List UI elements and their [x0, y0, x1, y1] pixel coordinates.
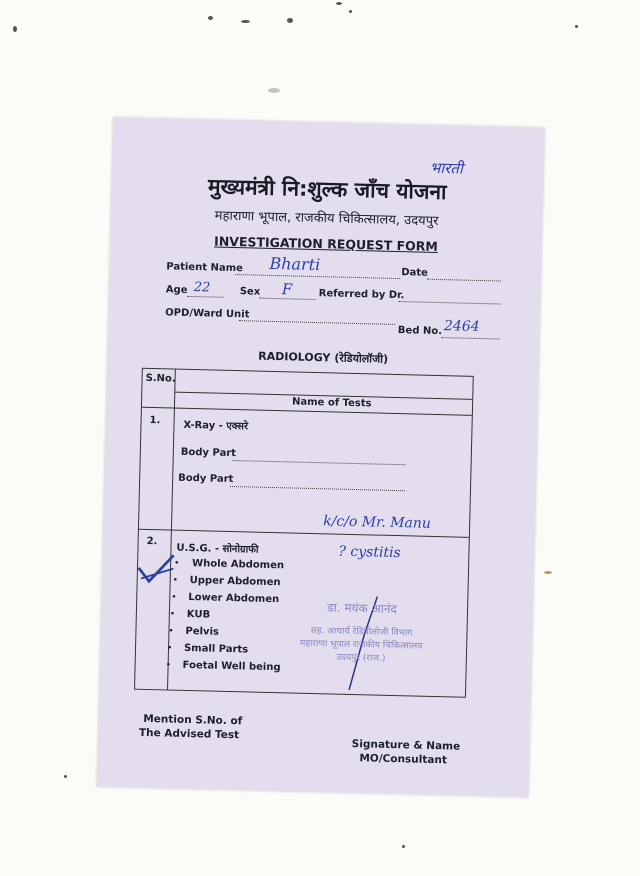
speck	[208, 16, 213, 20]
speck	[575, 25, 578, 28]
signature-label-line-2: MO/Consultant	[359, 752, 448, 767]
footer-instruction-line-1: Mention S.No. of	[143, 712, 243, 728]
sex-label: Sex	[239, 286, 261, 298]
stamp-line: सह. आचार्य रेडियोलोजी विभाग	[310, 625, 413, 639]
row-1-test-xray: X-Ray - एक्सरे	[183, 419, 249, 433]
usg-option-foetal-well-being: Foetal Well being	[182, 659, 281, 674]
stamp-line: महाराणा भूपाल राजकीय चिकित्सालय	[299, 638, 423, 652]
bed-no-value: 2464	[443, 318, 480, 336]
footer-instruction-line-2: The Advised Test	[138, 726, 240, 742]
sex-value: F	[281, 280, 293, 299]
body-part-label-2: Body Part	[178, 472, 234, 486]
scheme-title: मुख्यमंत्री नि:शुल्क जाँच योजना	[207, 174, 447, 205]
opd-ward-label: OPD/Ward Unit	[165, 307, 250, 321]
column-header-sno: S.No.	[145, 372, 176, 385]
bullet: •	[171, 592, 177, 603]
handwritten-note-1: k/c/o Mr. Manu	[322, 513, 432, 532]
speck	[268, 88, 280, 93]
usg-option-kub: KUB	[186, 608, 211, 621]
bullet: •	[169, 609, 176, 620]
corner-handwritten-name: भारती	[429, 158, 464, 178]
referred-by-label: Referred by Dr.	[318, 288, 405, 302]
doctor-stamp	[285, 597, 437, 691]
row-1-sno: 1.	[149, 414, 161, 427]
bullet: •	[168, 626, 174, 637]
age-label: Age	[165, 284, 188, 296]
bed-no-line	[442, 337, 500, 339]
bed-no-label: Bed No.	[397, 325, 443, 338]
body-part-label-1: Body Part	[180, 446, 237, 460]
stamp-line: उदयपुर (राज.)	[336, 652, 386, 664]
speck	[544, 571, 552, 574]
speck	[241, 20, 250, 23]
bullet: •	[166, 643, 173, 654]
bullet: •	[173, 558, 180, 569]
speck	[13, 26, 17, 32]
date-line	[427, 279, 501, 282]
row-2-test-usg: U.S.G. - सोनोग्राफी	[176, 542, 259, 556]
section-title-radiology: RADIOLOGY (रेडियोलॉजी)	[258, 349, 389, 366]
speck	[349, 10, 352, 13]
date-label: Date	[401, 267, 429, 279]
speck	[64, 775, 67, 778]
usg-option-pelvis: Pelvis	[185, 625, 220, 638]
form-title: INVESTIGATION REQUEST FORM	[213, 233, 438, 254]
tests-table	[134, 368, 474, 698]
signature-label-line-1: Signature & Name	[351, 738, 461, 753]
age-line	[188, 296, 224, 298]
column-header-tests: Name of Tests	[291, 396, 372, 410]
usg-option-small-parts: Small Parts	[183, 642, 249, 656]
stamp-line: डा. मयंक आनंद	[327, 600, 398, 617]
speck	[336, 2, 342, 5]
body-part-line-1	[233, 460, 406, 465]
patient-name-line	[235, 274, 400, 279]
bullet: •	[172, 575, 179, 586]
row-divider	[142, 407, 472, 416]
investigation-request-form	[97, 117, 545, 797]
usg-option-lower-abdomen: Lower Abdomen	[188, 591, 280, 606]
age-value: 22	[193, 280, 211, 296]
bullet: •	[165, 660, 172, 671]
row-2-sno: 2.	[146, 535, 158, 548]
checkmark-icon	[136, 552, 177, 585]
speck	[402, 845, 405, 848]
patient-name-label: Patient Name	[166, 261, 243, 275]
patient-name-value: Bharti	[269, 253, 321, 275]
body-part-line-2	[230, 486, 405, 491]
usg-option-whole-abdomen: Whole Abdomen	[191, 558, 285, 572]
usg-option-upper-abdomen: Upper Abdomen	[189, 575, 281, 589]
speck	[287, 18, 293, 23]
opd-ward-line	[239, 320, 395, 325]
referred-by-line	[399, 301, 501, 304]
hospital-name: महाराणा भूपाल, राजकीय चिकित्सालय, उदयपुर	[214, 208, 439, 229]
handwritten-note-2: ? cystitis	[338, 543, 401, 562]
